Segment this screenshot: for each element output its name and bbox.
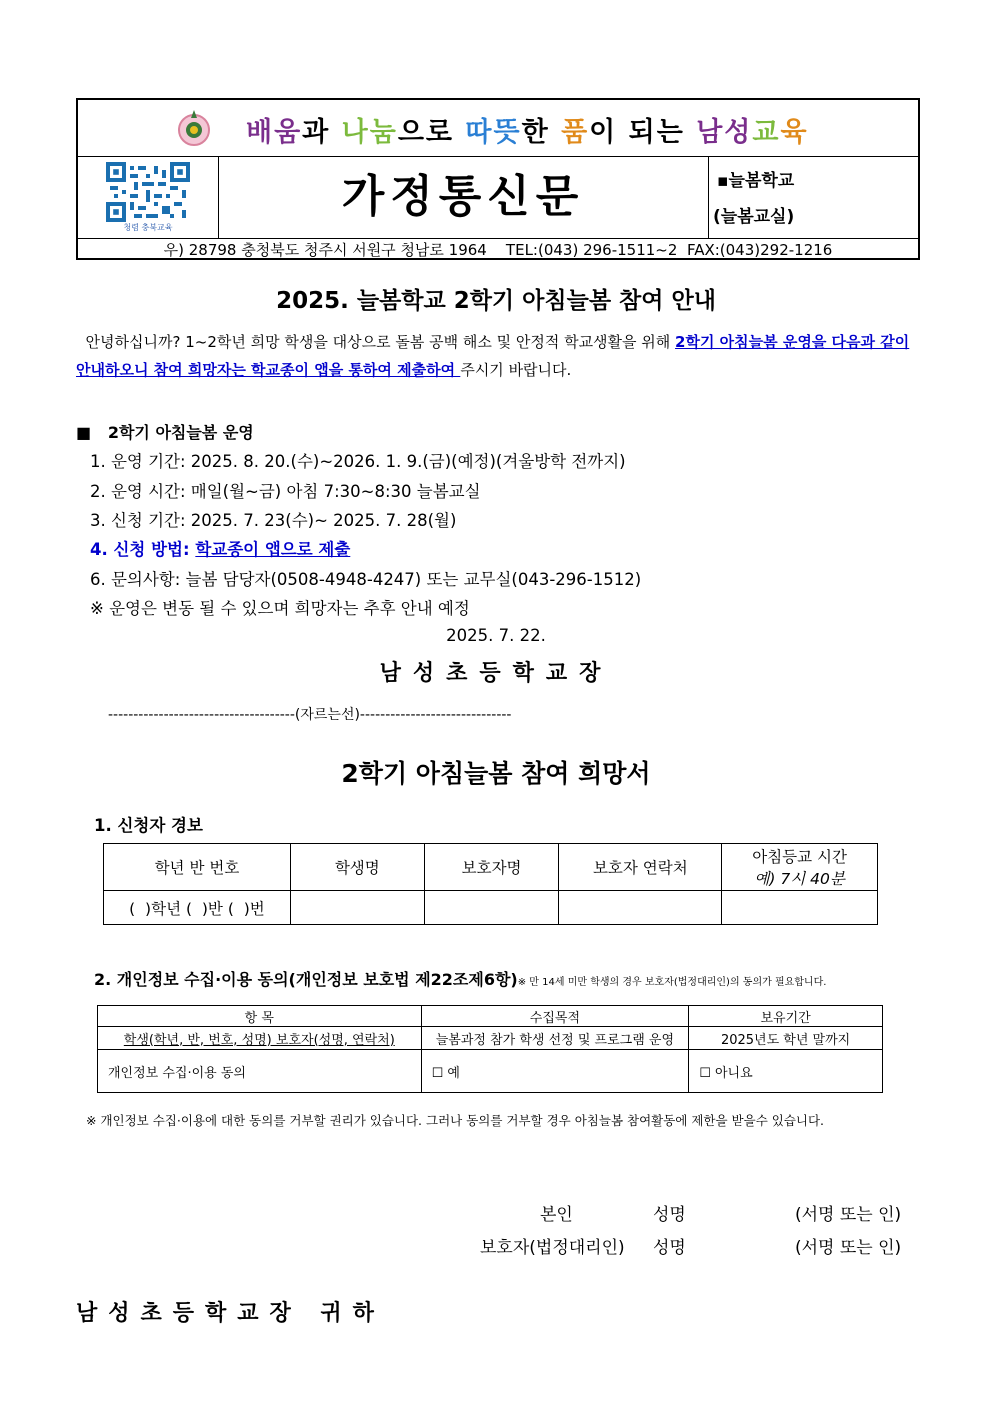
cell-collected-items: 학생(학년, 반, 번호, 성명) 보호자(성명, 연락처) [98, 1027, 422, 1050]
item-contact: 6. 문의사항: 늘봄 담당자(0508-4948-4247) 또는 교무실(043-296-1512) [90, 570, 642, 589]
cell-grade-class-number[interactable]: ( )학년 ( )반 ( )번 [104, 891, 291, 925]
slogan-segment: 으로 [397, 117, 466, 148]
consent-table [97, 1005, 883, 1093]
applicant-table [103, 843, 878, 925]
slogan-segment: 교 [752, 117, 781, 148]
table-row [98, 1027, 883, 1050]
slogan-segment: 남성 [696, 117, 753, 148]
header-guardian-name: 보호자명 [424, 844, 559, 891]
addressee: 남성초등학교장 귀하 [76, 1300, 385, 1326]
slogan-segment: 품 [561, 117, 590, 148]
arrival-time-label: 아침등교 시간 [752, 848, 847, 866]
cell-arrival-time[interactable] [722, 891, 878, 925]
form-section-2 [94, 967, 826, 990]
cell-guardian-contact[interactable] [559, 891, 722, 925]
sign-self-role: 본인 [540, 1205, 573, 1225]
notice-date: 2025. 7. 22. [446, 626, 546, 645]
header-guardian-contact: 보호자 연락처 [559, 844, 722, 891]
header-purpose: 수집목적 [421, 1006, 689, 1027]
item-apply-method-link: 학교종이 앱으로 제출 [195, 540, 351, 559]
intro-text: 안녕하십니까? 1~2학년 희망 학생을 대상으로 돌봄 공백 해소 및 안정적 학교생활을 위해 [76, 333, 676, 351]
header-grade-class-number: 학년 반 번호 [104, 844, 291, 891]
table-row [104, 844, 878, 891]
banner-row [78, 156, 918, 239]
sign-self-name-label: 성명 [653, 1205, 686, 1225]
cell-retention: 2025년도 학년 말까지 [689, 1027, 883, 1050]
school-slogan [246, 110, 809, 149]
sign-guardian-name-label: 성명 [653, 1238, 686, 1258]
slogan-segment: 과 [302, 117, 342, 148]
slogan-segment: 나눔 [341, 117, 398, 148]
slogan-segment: 이 되는 [589, 117, 697, 148]
item-note: ※ 운영은 변동 될 수 있으며 희망자는 추후 안내 예정 [90, 599, 470, 618]
consent-no-checkbox[interactable]: ☐ 아니요 [689, 1050, 883, 1093]
program-tag-cell [709, 156, 920, 238]
school-address: 우) 28798 충청북도 청주시 서원구 청남로 1964 TEL:(043) 296-1511~2 FAX:(043)292-1216 [163, 241, 833, 259]
program-tag-1: ▪늘봄학교 [717, 171, 795, 191]
item-apply-method [90, 536, 350, 560]
header-student-name: 학생명 [290, 844, 424, 891]
arrival-time-example: 예) 7시 40분 [754, 870, 845, 888]
cell-consent-label: 개인정보 수집·이용 동의 [98, 1050, 422, 1093]
sign-guardian-role: 보호자(법정대리인) [480, 1238, 625, 1258]
school-emblem-icon [174, 108, 214, 148]
sign-guardian-mark[interactable]: (서명 또는 인) [795, 1238, 902, 1258]
header-item: 항 목 [98, 1006, 422, 1027]
consent-age-note: ※ 만 14세 미만 학생의 경우 보호자(법정대리인)의 동의가 필요합니다. [517, 977, 827, 988]
form-section-1: 1. 신청자 경보 [94, 816, 203, 835]
table-row [98, 1050, 883, 1093]
principal-signature: 남성초등학교장 [379, 660, 613, 686]
consent-yes-checkbox[interactable]: ☐ 예 [421, 1050, 689, 1093]
slogan-segment: 한 [521, 117, 562, 148]
header-retention: 보유기간 [689, 1006, 883, 1027]
intro-paragraph [76, 328, 926, 384]
consent-footnote: ※ 개인정보 수집·이용에 대한 동의를 거부할 권리가 있습니다. 그러나 동의를 거부할 경우 아침늘봄 참여활동에 제한을 받을수 있습니다. [86, 1113, 825, 1128]
slogan-row [78, 100, 918, 157]
newsletter-title: 가정통신문 [218, 156, 709, 238]
intro-tail: 주시기 바랍니다. [460, 361, 572, 379]
intro-highlight: 2학기 아침늘봄 운영을 다음과 같이 안내하오니 참여 희망자는 학교종이 앱을 통하여 제출하여 [76, 333, 910, 379]
table-row [104, 891, 878, 925]
program-tag-2: (늘봄교실) [713, 207, 795, 227]
slogan-segment: 배움 [246, 117, 303, 148]
item-apply-period: 3. 신청 기간: 2025. 7. 23(수)~ 2025. 7. 28(월) [90, 511, 457, 530]
cell-guardian-name[interactable] [424, 891, 559, 925]
slogan-segment: 육 [780, 117, 809, 148]
sign-self-mark[interactable]: (서명 또는 인) [795, 1205, 902, 1225]
address-row [78, 238, 918, 260]
consent-heading: 2. 개인정보 수집·이용 동의(개인정보 보호법 제22조제6항) [94, 970, 518, 989]
cell-student-name[interactable] [290, 891, 424, 925]
qr-code-icon [106, 161, 190, 223]
cell-purpose: 늘봄과정 참가 학생 선정 및 프로그램 운영 [421, 1027, 689, 1050]
item-period: 1. 운영 기간: 2025. 8. 20.(수)~2026. 1. 9.(금)(예정)(겨울방학 전까지) [90, 452, 626, 471]
qr-label: 청렴 충북교육 [123, 223, 173, 232]
table-row [98, 1006, 883, 1027]
section-heading: ■ 2학기 아침늘봄 운영 [76, 423, 254, 442]
form-title: 2학기 아침늘봄 참여 희망서 [341, 759, 651, 788]
item-apply-method-label: 4. 신청 방법: [90, 540, 196, 559]
cut-line: -------------------------------------(자르는선)------------------------------ [108, 707, 512, 723]
item-hours: 2. 운영 시간: 매일(월~금) 아침 7:30~8:30 늘봄교실 [90, 482, 481, 501]
header-arrival-time [722, 844, 878, 891]
slogan-segment: 따뜻 [465, 117, 522, 148]
qr-cell [78, 156, 219, 238]
letterhead-box [76, 98, 920, 260]
notice-title: 2025. 늘봄학교 2학기 아침늘봄 참여 안내 [276, 288, 716, 314]
